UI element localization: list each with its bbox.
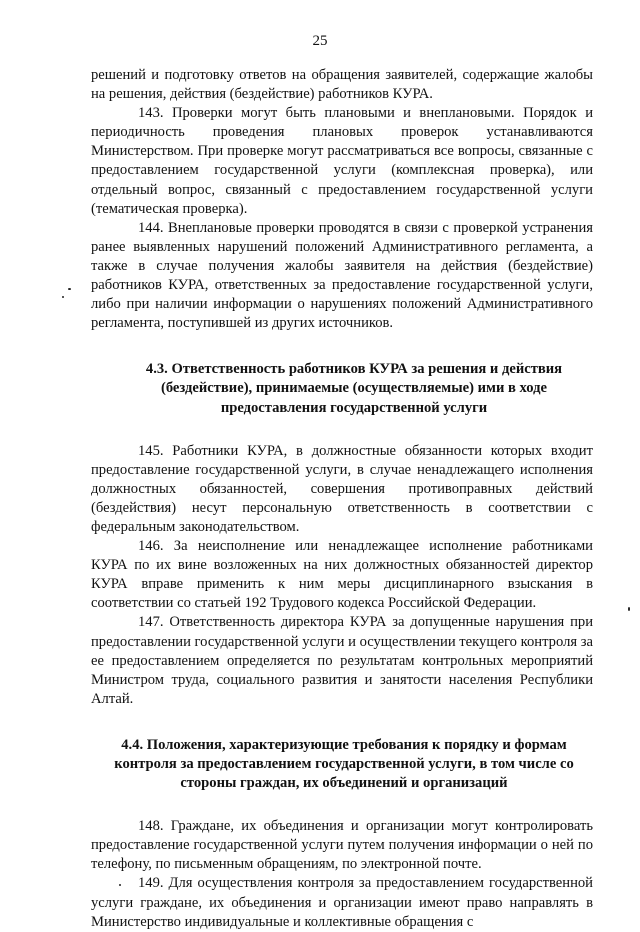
paragraph-148: 148. Граждане, их объединения и организации могут контролировать предоставление государственной услуги путем получения информации о ней по телефону, по письменным обращениям, по электронной почте. (91, 818, 593, 873)
paragraph-149: 149. Для осуществления контроля за предоставлением государственной услуги граждане, их объединения и организации имеют право направлять в Министерство индивидуальные и коллективные обращения с (91, 875, 593, 930)
paragraph-146: 146. За неисполнение или ненадлежащее исполнение работниками КУРА по их вине возложенных на них должностных обязанностей директор КУРА вправе применить к ним меры дисциплинарного взыскания в соответствии со статьей 192 Трудового кодекса Российской Федерации. (91, 538, 593, 612)
section-heading-4-4: 4.4. Положения, характеризующие требования к порядку и формам контроля за предоставлением государственной услуги, в том числе со стороны граждан, их объединений и организаций (114, 736, 574, 792)
scan-speck (62, 296, 64, 298)
paragraph-147: 147. Ответственность директора КУРА за допущенные нарушения при предоставлении государственной услуги и осуществлении текущего контроля за ее предоставлением определяется по результатам контрольных мероприятий Министром труда, социального развития и занятости населения Республики Алтай. (91, 614, 593, 707)
scan-speck (119, 884, 121, 886)
scan-speck (68, 288, 71, 290)
section-heading-4-3: 4.3. Ответственность работников КУРА за решения и действия (бездействие), принимаемые (осуществляемые) ими в ходе предоставления государственной услуги (145, 361, 563, 416)
paragraph-continuation: решений и подготовку ответов на обращения заявителей, содержащие жалобы на решения, действия (бездействие) работников КУРА. (91, 67, 593, 103)
document-body (91, 66, 593, 932)
paragraph-144: 144. Внеплановые проверки проводятся в связи с проверкой устранения ранее выявленных нарушений положений Административного регламента, а также в случае получения жалобы заявителя на действия (бездействие) работников КУРА, ответственных за предоставление государственной услуги, либо при наличии информации о нарушениях положений Административного регламента, поступившей из других источников. (91, 219, 593, 332)
paragraph-145: 145. Работники КУРА, в должностные обязанности которых входит предоставление государственной услуги, в случае ненадлежащего исполнения должностных обязанностей, совершения противоправных действий (бездействия) несут персональную ответственность в соответствии с федеральным законодательством. (91, 442, 593, 535)
scan-speck (628, 607, 630, 611)
paragraph-143: 143. Проверки могут быть плановыми и внеплановыми. Порядок и периодичность проведения плановых проверок устанавливаются Министерством. При проверке могут рассматриваться все вопросы, связанные с предоставлением государственной услуги (комплексная проверка), или отдельный вопрос, связанный с предоставлением государственной услуги (тематическая проверка). (91, 105, 593, 217)
page-number: 25 (312, 33, 328, 49)
